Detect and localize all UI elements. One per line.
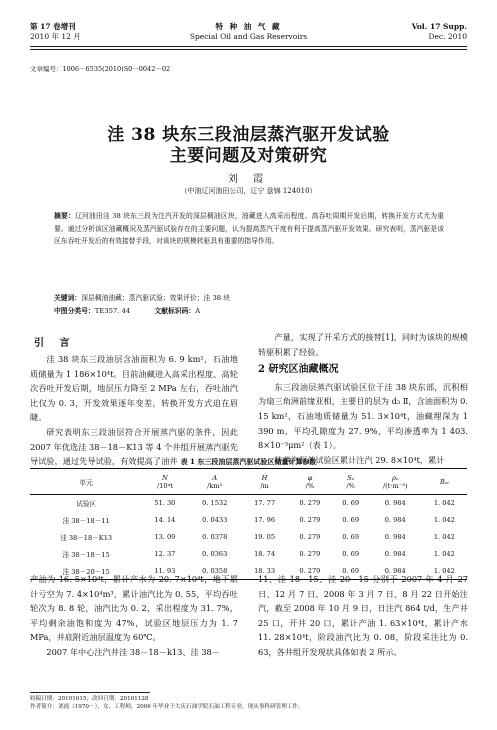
- header-unit: /%: [305, 481, 315, 490]
- author-affiliation: （中油辽河油田公司，辽宁 盘锦 124010）: [180, 187, 317, 195]
- left-column-top: [30, 352, 238, 469]
- table-cell: 12. 37: [154, 550, 176, 558]
- table-cell: 18. 74: [254, 550, 276, 558]
- table-cell: 0. 69: [342, 516, 360, 524]
- paragraph: 产量，实现了开采方式的接替[1]，同时为该块的规模转驱积累了经验。: [258, 332, 468, 357]
- table-cell: 0. 1532: [202, 499, 228, 508]
- header-symbol: H: [261, 473, 268, 482]
- table-cell: 0. 984: [384, 566, 406, 575]
- header-rule-top: [30, 46, 467, 47]
- table-cell: 0. 279: [299, 550, 321, 558]
- keywords-label: 关键词：: [54, 294, 82, 302]
- table-row: [30, 529, 467, 546]
- journal-volume: 第 17 卷增刊: [30, 22, 76, 31]
- table-cell: 0. 69: [342, 550, 360, 558]
- paragraph: 研究表明东三段油层符合开展蒸汽驱的条件，因此 2007 年优选洼 38－18－K13 等 4 个井组开展蒸汽驱先导试验，通过先导试验，有效提高了油井: [30, 426, 238, 467]
- journal-date: 2010 年 12 月: [30, 32, 81, 41]
- table-cell: 0. 0358: [202, 566, 228, 575]
- doc-code-label: 文献标识码：: [154, 307, 196, 315]
- table-cell: 0. 984: [384, 499, 406, 508]
- header-unit: /m: [260, 481, 269, 490]
- journal-volume-en: Vol. 17 Supp.: [411, 22, 467, 31]
- table-header-cell: [242, 469, 287, 495]
- left-column-bottom: [30, 572, 238, 660]
- table-cell: 0. 279: [299, 499, 321, 508]
- clc-value: TE357. 44: [94, 307, 131, 315]
- header-symbol: A: [212, 473, 218, 482]
- table-body: [30, 495, 467, 580]
- table-header-cell: [30, 469, 142, 495]
- paragraph: 转蒸汽驱前试验区累计注汽 29. 8×10⁴t，累计: [274, 454, 445, 465]
- table-header-cell: [422, 469, 467, 495]
- journal-name-cn: 特 种 油 气 藏: [215, 22, 282, 31]
- table-cell: 洼 38－18－K13: [60, 534, 113, 542]
- table-cell: 0. 0363: [202, 550, 228, 558]
- table-cell: 0. 279: [299, 516, 321, 524]
- article-title-line2: 主要问题及对策研究: [169, 146, 328, 166]
- table-cell: 0. 0433: [202, 516, 228, 524]
- header-symbol: 单元: [79, 478, 93, 487]
- paragraph: 东三段油层蒸汽驱试验区位于洼 38 块东部，沉积相为扇三角洲前缘亚相，主要目的层为 d₃ Ⅱ，含油面积为 0. 15 km²，石油地质储量为 51. 3×10⁴t，油藏埋深为 1 390 m，平均孔隙度为 27. 9%，平均渗透率为 1 403. 8×10⁻³μm²（表 1）。: [258, 381, 468, 451]
- header-symbol: Bₒᵢ: [439, 477, 449, 486]
- footnote-rule: [30, 692, 150, 693]
- keywords: [54, 292, 444, 302]
- abstract-label: 摘要：: [54, 212, 75, 220]
- table-cell: 0. 984: [384, 533, 406, 541]
- abstract-text: 辽河油田洼 38 块东三段为注汽开发的深层稠油区块，油藏进入高采出程度、高吞吐周期开发后期，转换开发方式尤为重要。通过分析该区油藏概况及蒸汽驱试验存在的主要问题，认为提高蒸汽干度有利于提高蒸汽驱开发效果。研究表明，蒸汽驱是该区东吞吐开发后的有效接替手段，对该块的规模转驱具有重要的指导作用。: [54, 212, 445, 246]
- table-cell: 19. 05: [254, 533, 276, 541]
- classification: [54, 305, 444, 315]
- article-number: 文章编号：1006－6535(2010)S0－0042－02: [30, 65, 171, 73]
- header-rule-bottom: [30, 49, 467, 50]
- table-cell: 11. 93: [154, 566, 176, 575]
- table-cell: 洼 38－18－11: [62, 517, 110, 525]
- header-unit: /(t·m⁻³): [382, 481, 408, 490]
- table-cell: 0. 69: [342, 566, 360, 575]
- table-cell: 0. 279: [299, 533, 321, 541]
- paragraph: 11、洼 18－15、洼 20－15 分别于 2007 年 4 月 27 日、12 月 7 日、2008 年 3 月 7 日、8 月 22 日开始注汽，截至 2008 年 10 月 9 日，日注汽 864 t/d，生产井 25 口，开井 20 口，累计产油 1. 63×10⁴t，累计产水 11. 28×10⁴t，阶段油汽比为 0. 08，阶段采注比为 0. 63，各井组开发现状具体如表 2 所示。: [258, 574, 468, 657]
- header-unit: /%: [346, 481, 355, 490]
- header-unit: /km²: [207, 481, 223, 490]
- table-cell: 0. 69: [342, 533, 360, 541]
- table-cell: 洼 38－18－15: [62, 551, 110, 559]
- table-cell: 0. 279: [299, 566, 321, 575]
- table-cell: 51. 30: [154, 499, 176, 508]
- table-cell: 0. 984: [384, 550, 406, 558]
- table-cell: 0. 0378: [202, 533, 228, 541]
- paragraph: 产油为 16. 5×10⁴t，累计产水为 20. 7×10⁴t，地下累计亏空为 7. 4×10⁴m³，累计油汽比为 0. 55，平均吞吐轮次为 8. 8 轮，油汽比为 0. 2，采出程度为 31. 7%，平均剩余油饱和度为 47%，试验区地层压力为 1. 7 MPa，井底附近油层温度为 60℃。: [30, 574, 238, 643]
- table-cell: 18. 33: [254, 566, 276, 575]
- section-heading-reservoir: 2 研究区油藏概况: [258, 364, 339, 376]
- table-cell: 1. 042: [433, 533, 455, 541]
- table-cell: 1. 042: [433, 566, 455, 575]
- table-cell: 14. 14: [154, 516, 176, 524]
- paragraph: 2007 年中心注汽井洼 38－18－k13、洼 38－: [46, 646, 220, 657]
- paragraph: 洼 38 块东三段油层含油面积为 6. 9 km²，石油地质储量为 1 186×10⁴t。目前油藏进入高采出程度、高轮次吞吐开发后期，地层压力降至 2 MPa 左右，吞吐油汽比仅为 0. 3，开发效果逐年变差，转换开发方式迫在眉睫。: [30, 354, 238, 423]
- footnote: [30, 695, 470, 711]
- table-cell: 0. 984: [384, 516, 406, 524]
- table-cell: 洼 38－20－15: [62, 567, 110, 576]
- right-column-top: [258, 330, 468, 467]
- clc-label: 中图分类号：: [54, 307, 95, 315]
- table-header-cell: [142, 469, 187, 495]
- section-heading-intro: 引 言: [34, 338, 76, 349]
- table-row: [30, 546, 467, 563]
- received-date: 收稿日期：20101015；改回日期：20101128: [30, 696, 149, 702]
- header-symbol: ρₒ: [392, 473, 399, 482]
- article-title-line1: 洼 38 块东三段油层蒸汽驱开发试验: [107, 125, 390, 145]
- reserve-parameters-table: [30, 468, 467, 580]
- journal-name-en: Special Oil and Gas Reservoirs: [189, 32, 308, 41]
- table-row: [30, 495, 467, 512]
- keywords-text: 深层稠油油藏；蒸汽驱试验；效果评价；洼 38 块: [81, 294, 231, 302]
- table-header-cell: [333, 469, 369, 495]
- abstract: [54, 210, 444, 248]
- author-bio: 作者简介：刘霞（1970－），女，工程师，2006 年毕业于大庆石油学院石油工程专业，现从事科研管理工作。: [30, 704, 304, 710]
- table-caption: 表 1 东三段油层蒸汽驱试验区储量计算参数: [180, 457, 317, 466]
- table-cell: 试验区: [76, 500, 97, 509]
- table-cell: 17. 96: [254, 516, 276, 524]
- table-cell: 17. 77: [254, 499, 276, 508]
- table-cell: 13. 09: [154, 533, 176, 541]
- header-symbol: Sₒ: [347, 473, 355, 482]
- header-symbol: N: [162, 473, 168, 482]
- author-name: 刘 霞: [227, 174, 270, 185]
- right-column-bottom: [258, 572, 468, 660]
- table-header-cell: [188, 469, 242, 495]
- table-header-cell: [369, 469, 422, 495]
- table-header-row: [30, 469, 467, 495]
- header-symbol: φ: [307, 473, 313, 482]
- table-cell: 1. 042: [433, 499, 455, 508]
- table-cell: 1. 042: [433, 516, 455, 524]
- table-cell: 0. 69: [342, 499, 360, 508]
- header-unit: /10⁴t: [156, 481, 173, 490]
- journal-date-en: Dec. 2010: [428, 32, 467, 41]
- doc-code-value: A: [195, 307, 201, 315]
- table-header-cell: [287, 469, 332, 495]
- table-cell: 1. 042: [433, 550, 455, 558]
- running-header-right: [412, 22, 467, 42]
- table-row: [30, 512, 467, 529]
